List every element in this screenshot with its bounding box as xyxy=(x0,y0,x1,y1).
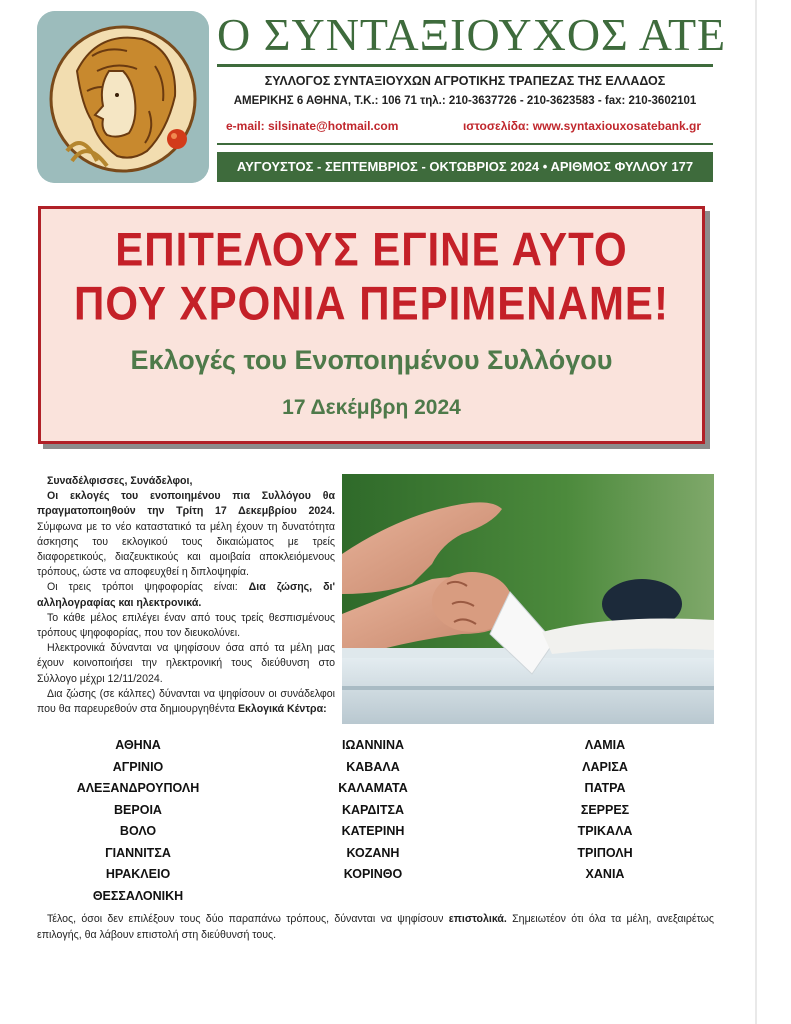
footer-text-bold: επιστολικά. xyxy=(448,913,507,925)
paragraph-1 xyxy=(37,489,335,580)
paragraph-2-bold: Δια ζώσης, δι' αλληλογραφίας και ηλεκτρονικά. xyxy=(37,581,335,609)
election-center-city: ΙΩΑΝΝΙΝΑ xyxy=(341,738,405,752)
headline-box xyxy=(38,206,705,444)
election-center-city: ΑΓΡΙΝΙΟ xyxy=(112,759,164,774)
election-center-city: ΠΑΤΡΑ xyxy=(584,781,626,795)
cities-column-2 xyxy=(253,735,493,886)
paragraph-1-text: Σύμφωνα με το νέο καταστατικό τα μέλη έχουν τη δυνατότητα άσκησης του εκλογικού τους δικαιώματος με τρείς διαφορετικούς, διαζευκτικούς και αμοιβαία αποκλειόμενους τρόπους, ώστε να αποφευχθεί η διπλοψηφία. xyxy=(37,520,335,579)
demeter-logo-icon xyxy=(37,11,209,183)
election-center-city: ΛΑΜΙΑ xyxy=(584,738,626,752)
election-center-city: ΤΡΙΠΟΛΗ xyxy=(577,845,633,860)
footer-text-end: Σημειωτέον ότι όλα τα μέλη, ανεξαιρέτως επιλογής, θα λάβουν επιστολή στη διεύθυνσή τους. xyxy=(37,913,714,941)
association-name: ΣΥΛΛΟΓΟΣ ΣΥΝΤΑΞΙΟΥΧΩΝ ΑΓΡΟΤΙΚΗΣ ΤΡΑΠΕΖΑΣ ΤΗΣ ΕΛΛΑΔΟΣ xyxy=(264,74,666,88)
election-center-city: ΘΕΣΣΑΛΟΝΙΚΗ xyxy=(92,888,184,903)
issue-banner: ΑΥΓΟΥΣΤΟΣ - ΣΕΠΤΕΜΒΡΙΟΣ - ΟΚΤΩΒΡΙΟΣ 2024 • ΑΡΙΘΜΟΣ ΦΥΛΛΟΥ 177 xyxy=(217,152,713,182)
cities-column-3 xyxy=(485,735,725,886)
greeting: Συναδέλφισσες, Συνάδελφοι, xyxy=(47,475,193,487)
paragraph-3: Το κάθε μέλος επιλέγει έναν από τους τρείς θεσπισμένους τρόπους ψηφοφορίας, που τον διευκολύνει. xyxy=(37,611,335,640)
headline-subtitle: Εκλογές του Ενοποιημένου Συλλόγου xyxy=(130,345,613,375)
election-center-city: ΣΕΡΡΕΣ xyxy=(580,802,630,817)
paragraph-4: Ηλεκτρονικά δύνανται να ψηφίσουν όσα από τα μέλη μας έχουν κοινοποιήσει την ηλεκτρονική τους διεύθυνση στο Σύλλογο μέχρι 12/11/2024. xyxy=(37,642,335,685)
election-center-city: ΒΕΡΟΙΑ xyxy=(114,802,162,817)
contact-address: ΑΜΕΡΙΚΗΣ 6 ΑΘΗΝΑ, Τ.Κ.: 106 71 τηλ.: 210-3637726 - 210-3623583 - fax: 210-3602101 xyxy=(233,95,697,107)
headline-line-2: ΠΟΥ ΧΡΟΝΙΑ ΠΕΡΙΜΕΝΑΜΕ! xyxy=(74,277,669,330)
paragraph-1-bold: Οι εκλογές του ενοποιημένου πια Συλλόγου θα πραγματοποιηθούν την Τρίτη 17 Δεκεμβρίου 2024. xyxy=(37,490,335,518)
election-center-city: ΚΑΡΔΙΤΣΑ xyxy=(341,802,405,817)
footer-note xyxy=(37,911,714,943)
election-center-city: ΤΡΙΚΑΛΑ xyxy=(577,824,633,838)
election-center-city: ΚΟΡΙΝΘΟ xyxy=(343,867,403,881)
election-center-city: ΚΑΛΑΜΑΤΑ xyxy=(338,781,408,795)
headline-line-1: ΕΠΙΤΕΛΟΥΣ ΕΓΙΝΕ ΑΥΤΟ xyxy=(115,223,628,276)
election-center-city: ΛΑΡΙΣΑ xyxy=(582,759,628,774)
election-center-city: ΧΑΝΙΑ xyxy=(585,867,625,881)
election-center-city: ΗΡΑΚΛΕΙΟ xyxy=(105,867,171,881)
paragraph-2-text: Οι τρεις τρόποι ψηφοφορίας είναι: xyxy=(47,581,249,594)
election-center-city: ΚΟΖΑΝΗ xyxy=(346,845,400,860)
election-center-city: ΓΙΑΝΝΙΤΣΑ xyxy=(105,845,171,860)
masthead-rule xyxy=(217,64,713,67)
election-center-city: ΒΟΛΟ xyxy=(119,824,157,838)
paragraph-5 xyxy=(37,687,335,717)
page-edge-divider xyxy=(755,0,757,1024)
newspaper-title: Ο ΣΥΝΤΑΞΙΟΥΧΟΣ ΑΤΕ xyxy=(217,9,727,60)
footer-text-start: Τέλος, όσοι δεν επιλέξουν τους δύο παραπάνω τρόπους, δύνανται να ψηφίσουν xyxy=(47,913,449,925)
headline-date: 17 Δεκέμβρη 2024 xyxy=(282,396,461,419)
election-center-city: ΑΘΗΝΑ xyxy=(115,738,161,752)
paragraph-5-bold: Εκλογικά Κέντρα: xyxy=(237,703,327,716)
ballot-box-photo-icon xyxy=(342,474,714,724)
election-center-city: ΚΑΒΑΛΑ xyxy=(346,759,400,774)
paragraph-5-text: Δια ζώσης (σε κάλπες) δύνανται να ψηφίσουν οι συνάδελφοι που θα παρευρεθούν στα δημιουργηθέντα xyxy=(37,687,335,716)
paragraph-2 xyxy=(37,580,335,610)
election-center-city: ΚΑΤΕΡΙΝΗ xyxy=(341,824,405,838)
email-link[interactable]: e-mail: silsinate@hotmail.com xyxy=(226,119,399,133)
article-body xyxy=(37,474,335,717)
cities-column-1 xyxy=(18,735,258,907)
header-rule xyxy=(217,143,713,145)
election-center-city: ΑΛΕΞΑΝΔΡΟΥΠΟΛΗ xyxy=(76,781,200,795)
website-link[interactable]: ιστοσελίδα: www.syntaxiouxosatebank.gr xyxy=(462,119,701,133)
